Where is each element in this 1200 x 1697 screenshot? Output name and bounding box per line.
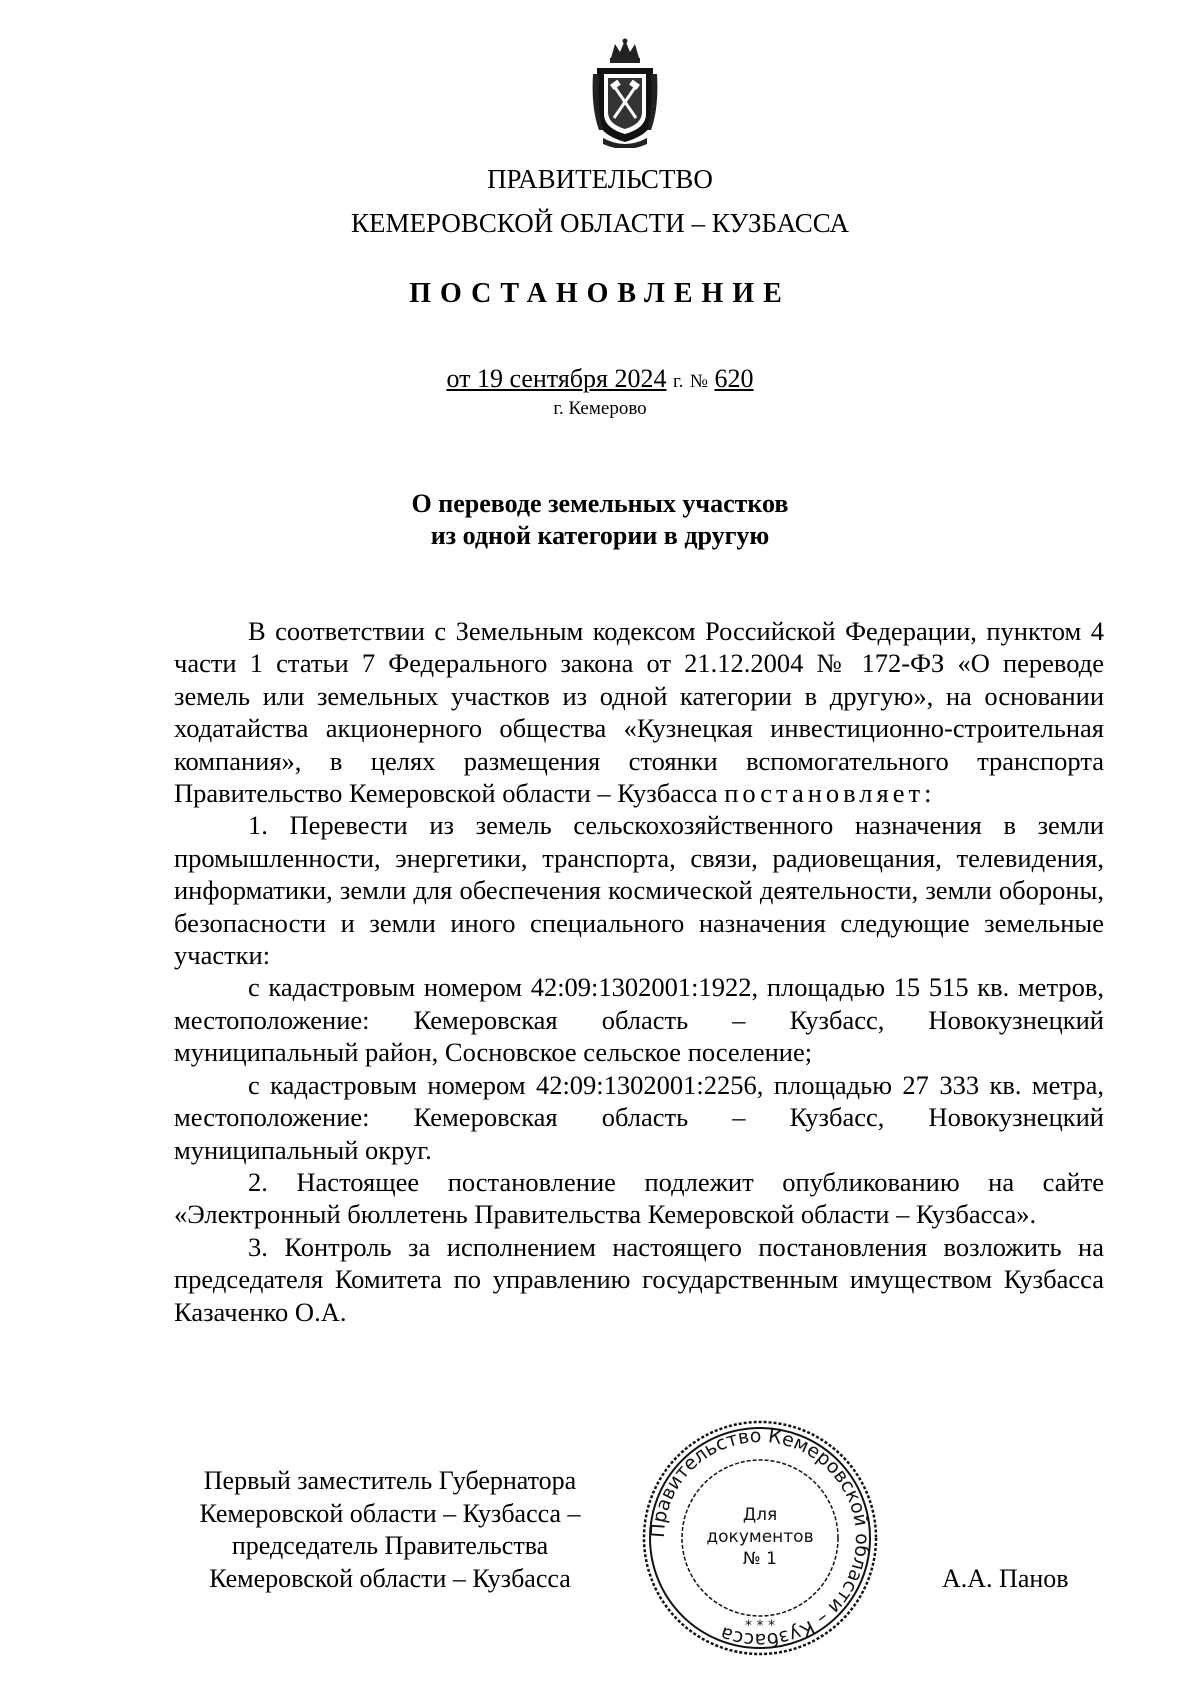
coat-of-arms-icon — [589, 38, 661, 148]
org-line-2: КЕМЕРОВСКОЙ ОБЛАСТИ – КУЗБАССА — [351, 208, 849, 238]
item-2: 2. Настоящее постановление подлежит опубликованию на сайте «Электронный бюллетень Правительства Кемеровской области – Кузбасса». — [174, 1166, 1104, 1230]
signatory-position — [170, 1465, 610, 1595]
stamp-center-line-2: документов — [706, 1527, 814, 1547]
subject-line-2: из одной категории в другую — [430, 521, 770, 550]
official-stamp — [640, 1418, 880, 1658]
date-number-line — [0, 364, 1200, 394]
signatory-name: А.А. Панов — [942, 1564, 1069, 1593]
organization-name — [0, 157, 1200, 245]
plot-2: с кадастровым номером 42:09:1302001:2256, площадью 27 333 кв. метра, местоположение: Кемеровская область – Кузбасс, Новокузнецкий муниципальный округ. — [174, 1069, 1104, 1165]
plot-1: с кадастровым номером 42:09:1302001:1922, площадью 15 515 кв. метров, местоположение: Кемеровская область – Кузбасс, Новокузнецкий муниципальный район, Сосновское сельское поселение; — [174, 972, 1104, 1068]
item-3: 3. Контроль за исполнением настоящего постановления возложить на председателя Комитета по управлению государственным имуществом Кузбасса Казаченко О.А. — [174, 1231, 1104, 1327]
preamble-text: В соответствии с Земельным кодексом Российской Федерации, пунктом 4 части 1 статьи 7 Федерального закона от 21.12.2004 № 172-ФЗ «О переводе земель или земельных участков из одной категории в другую», на основании ходатайства акционерного общества «Кузнецкая инвестиционно-строительная компания», в целях размещения стоянки вспомогательного транспорта Правительство Кемеровской области – Кузбасса — [174, 616, 1104, 809]
signatory-line-1: Первый заместитель Губернатора — [203, 1466, 577, 1495]
document-subject — [0, 488, 1200, 552]
signatory-line-4: Кемеровской области – Кузбасса — [209, 1563, 571, 1593]
signatory-line-2: Кемеровской области – Кузбасса – — [199, 1498, 581, 1528]
preamble-paragraph — [174, 615, 1104, 809]
subject-line-1: О переводе земельных участков — [411, 489, 789, 518]
city: г. Кемерово — [553, 398, 647, 419]
stamp-stars: * * * — [745, 1618, 775, 1634]
preamble-colon: : — [924, 778, 932, 809]
document-type: ПОСТАНОВЛЕНИЕ — [409, 278, 791, 309]
stamp-ring-text: Правительство Кемеровской области – Кузбасса — [646, 1424, 874, 1652]
date-suffix: г. — [672, 371, 684, 392]
resolves-word: постановляет — [724, 778, 925, 809]
item-1: 1. Перевести из земель сельскохозяйственного назначения в земли промышленности, энергетики, транспорта, связи, радиовещания, телевидения, информатики, земли для обеспечения космической деятельности, земли обороны, безопасности и земли иного специального назначения следующие земельные участки: — [174, 810, 1104, 971]
number-prefix: № — [689, 371, 709, 392]
stamp-center-line-3: № 1 — [743, 1549, 777, 1569]
stamp-center-line-1: Для — [742, 1505, 778, 1525]
document-number: 620 — [714, 364, 754, 393]
document-date: от 19 сентября 2024 — [446, 364, 667, 393]
org-line-1: ПРАВИТЕЛЬСТВО — [487, 164, 713, 194]
signatory-line-3: председатель Правительства — [231, 1531, 549, 1560]
document-body — [174, 615, 1104, 1328]
